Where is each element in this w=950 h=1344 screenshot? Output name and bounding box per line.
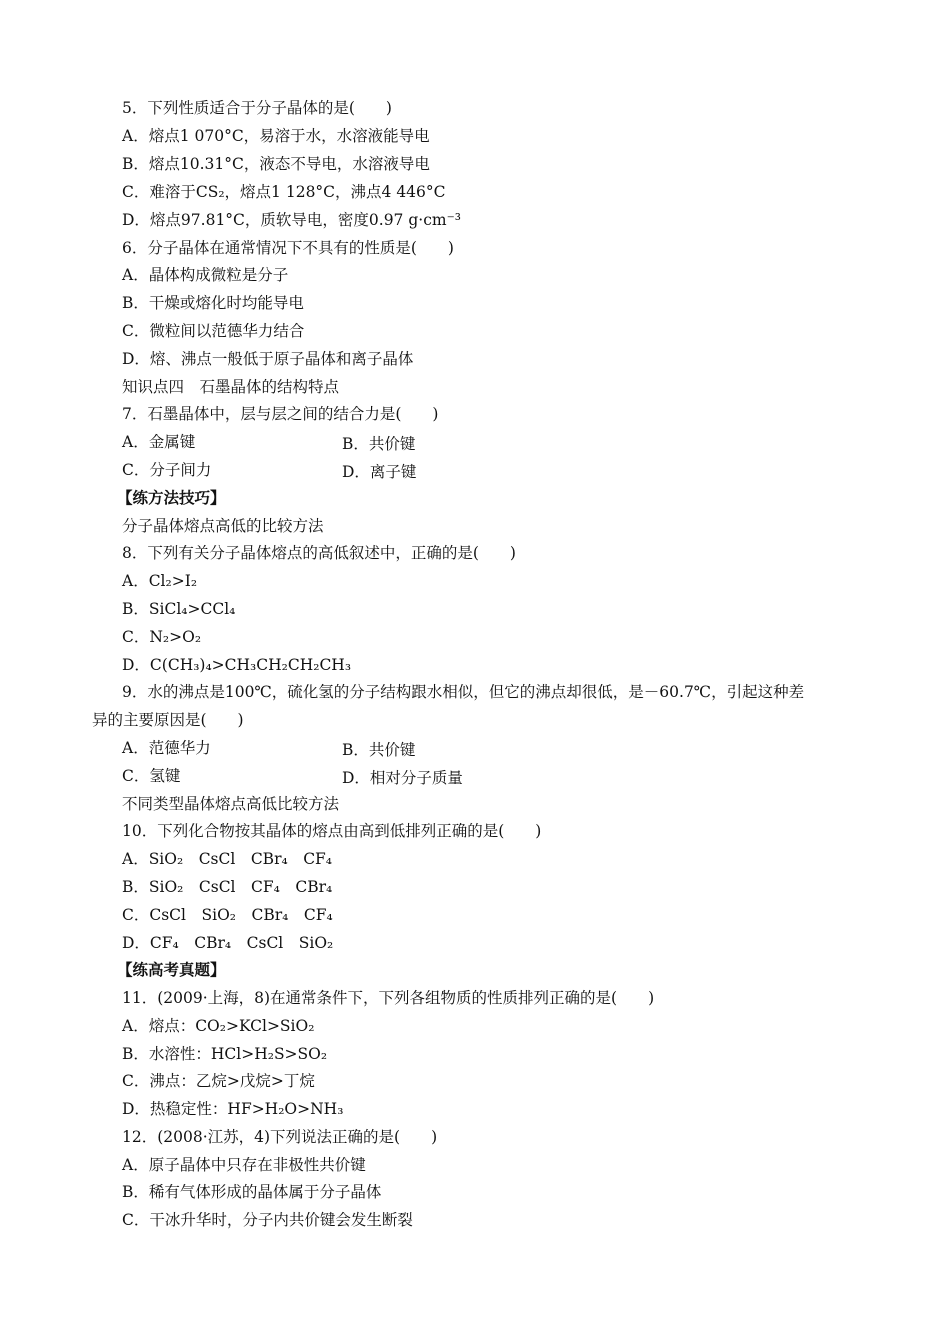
- q8-option-c: C．N₂>O₂: [122, 628, 202, 646]
- q11-option-a: A．熔点：CO₂>KCl>SiO₂: [122, 1017, 315, 1035]
- q9-option-b: B．共价键: [342, 741, 416, 759]
- q8-option-a: A．Cl₂>I₂: [122, 572, 198, 590]
- q5-stem: 5．下列性质适合于分子晶体的是( ): [122, 99, 392, 117]
- q6-option-a: A．晶体构成微粒是分子: [122, 266, 289, 284]
- q7-option-d: D．离子键: [342, 463, 417, 481]
- q5-option-d: D．熔点97.81°C，质软导电，密度0.97 g·cm⁻³: [122, 211, 461, 229]
- q11-stem: 11．(2009·上海，8)在通常条件下，下列各组物质的性质排列正确的是( ): [122, 989, 655, 1007]
- q11-option-c: C．沸点：乙烷>戊烷>丁烷: [122, 1072, 315, 1090]
- heading-exam: 【练高考真题】: [117, 960, 226, 979]
- q12-option-c: C．干冰升华时，分子内共价键会发生断裂: [122, 1211, 413, 1229]
- q6-option-c: C．微粒间以范德华力结合: [122, 322, 305, 340]
- q8-option-b: B．SiCl₄>CCl₄: [122, 600, 236, 618]
- q8-option-d: D．C(CH₃)₄>CH₃CH₂CH₂CH₃: [122, 656, 352, 674]
- q12-option-b: B．稀有气体形成的晶体属于分子晶体: [122, 1183, 382, 1201]
- q9-option-a: A．范德华力: [122, 739, 211, 757]
- q7-option-c: C．分子间力: [122, 461, 212, 479]
- q6-option-d: D．熔、沸点一般低于原子晶体和离子晶体: [122, 350, 414, 368]
- q7-option-b: B．共价键: [342, 435, 416, 453]
- q9-stem-line1: 9．水的沸点是100℃，硫化氢的分子结构跟水相似，但它的沸点却很低，是－60.7℃，引起这种差: [122, 683, 805, 701]
- q10-option-a: A．SiO₂ CsCl CBr₄ CF₄: [122, 850, 333, 868]
- heading-method: 【练方法技巧】: [117, 488, 226, 507]
- q8-stem: 8．下列有关分子晶体熔点的高低叙述中，正确的是( ): [122, 544, 516, 562]
- q9-option-d: D．相对分子质量: [342, 769, 463, 787]
- q6-option-b: B．干燥或熔化时均能导电: [122, 294, 304, 312]
- q5-option-b: B．熔点10.31°C，液态不导电，水溶液导电: [122, 155, 430, 173]
- q7-option-a: A．金属键: [122, 433, 196, 451]
- subheading-crystal-types: 不同类型晶体熔点高低比较方法: [122, 795, 340, 813]
- q5-option-c: C．难溶于CS₂，熔点1 128°C，沸点4 446°C: [122, 183, 446, 201]
- q5-option-a: A．熔点1 070°C，易溶于水，水溶液能导电: [122, 127, 430, 145]
- q10-option-b: B．SiO₂ CsCl CF₄ CBr₄: [122, 878, 333, 896]
- subheading-molecular-crystal: 分子晶体熔点高低的比较方法: [122, 517, 324, 535]
- q11-option-d: D．热稳定性：HF>H₂O>NH₃: [122, 1100, 344, 1118]
- q6-stem: 6．分子晶体在通常情况下不具有的性质是( ): [122, 239, 454, 257]
- q11-option-b: B．水溶性：HCl>H₂S>SO₂: [122, 1045, 328, 1063]
- q10-option-d: D．CF₄ CBr₄ CsCl SiO₂: [122, 934, 334, 952]
- q9-stem-line2: 异的主要原因是( ): [92, 711, 244, 729]
- q12-option-a: A．原子晶体中只存在非极性共价键: [122, 1156, 366, 1174]
- q10-stem: 10．下列化合物按其晶体的熔点由高到低排列正确的是( ): [122, 822, 542, 840]
- q12-stem: 12．(2008·江苏，4)下列说法正确的是( ): [122, 1128, 438, 1146]
- q10-option-c: C．CsCl SiO₂ CBr₄ CF₄: [122, 906, 333, 924]
- q9-option-c: C．氢键: [122, 767, 181, 785]
- q7-stem: 7．石墨晶体中，层与层之间的结合力是( ): [122, 405, 439, 423]
- section-title-graphite: 知识点四 石墨晶体的结构特点: [122, 378, 340, 396]
